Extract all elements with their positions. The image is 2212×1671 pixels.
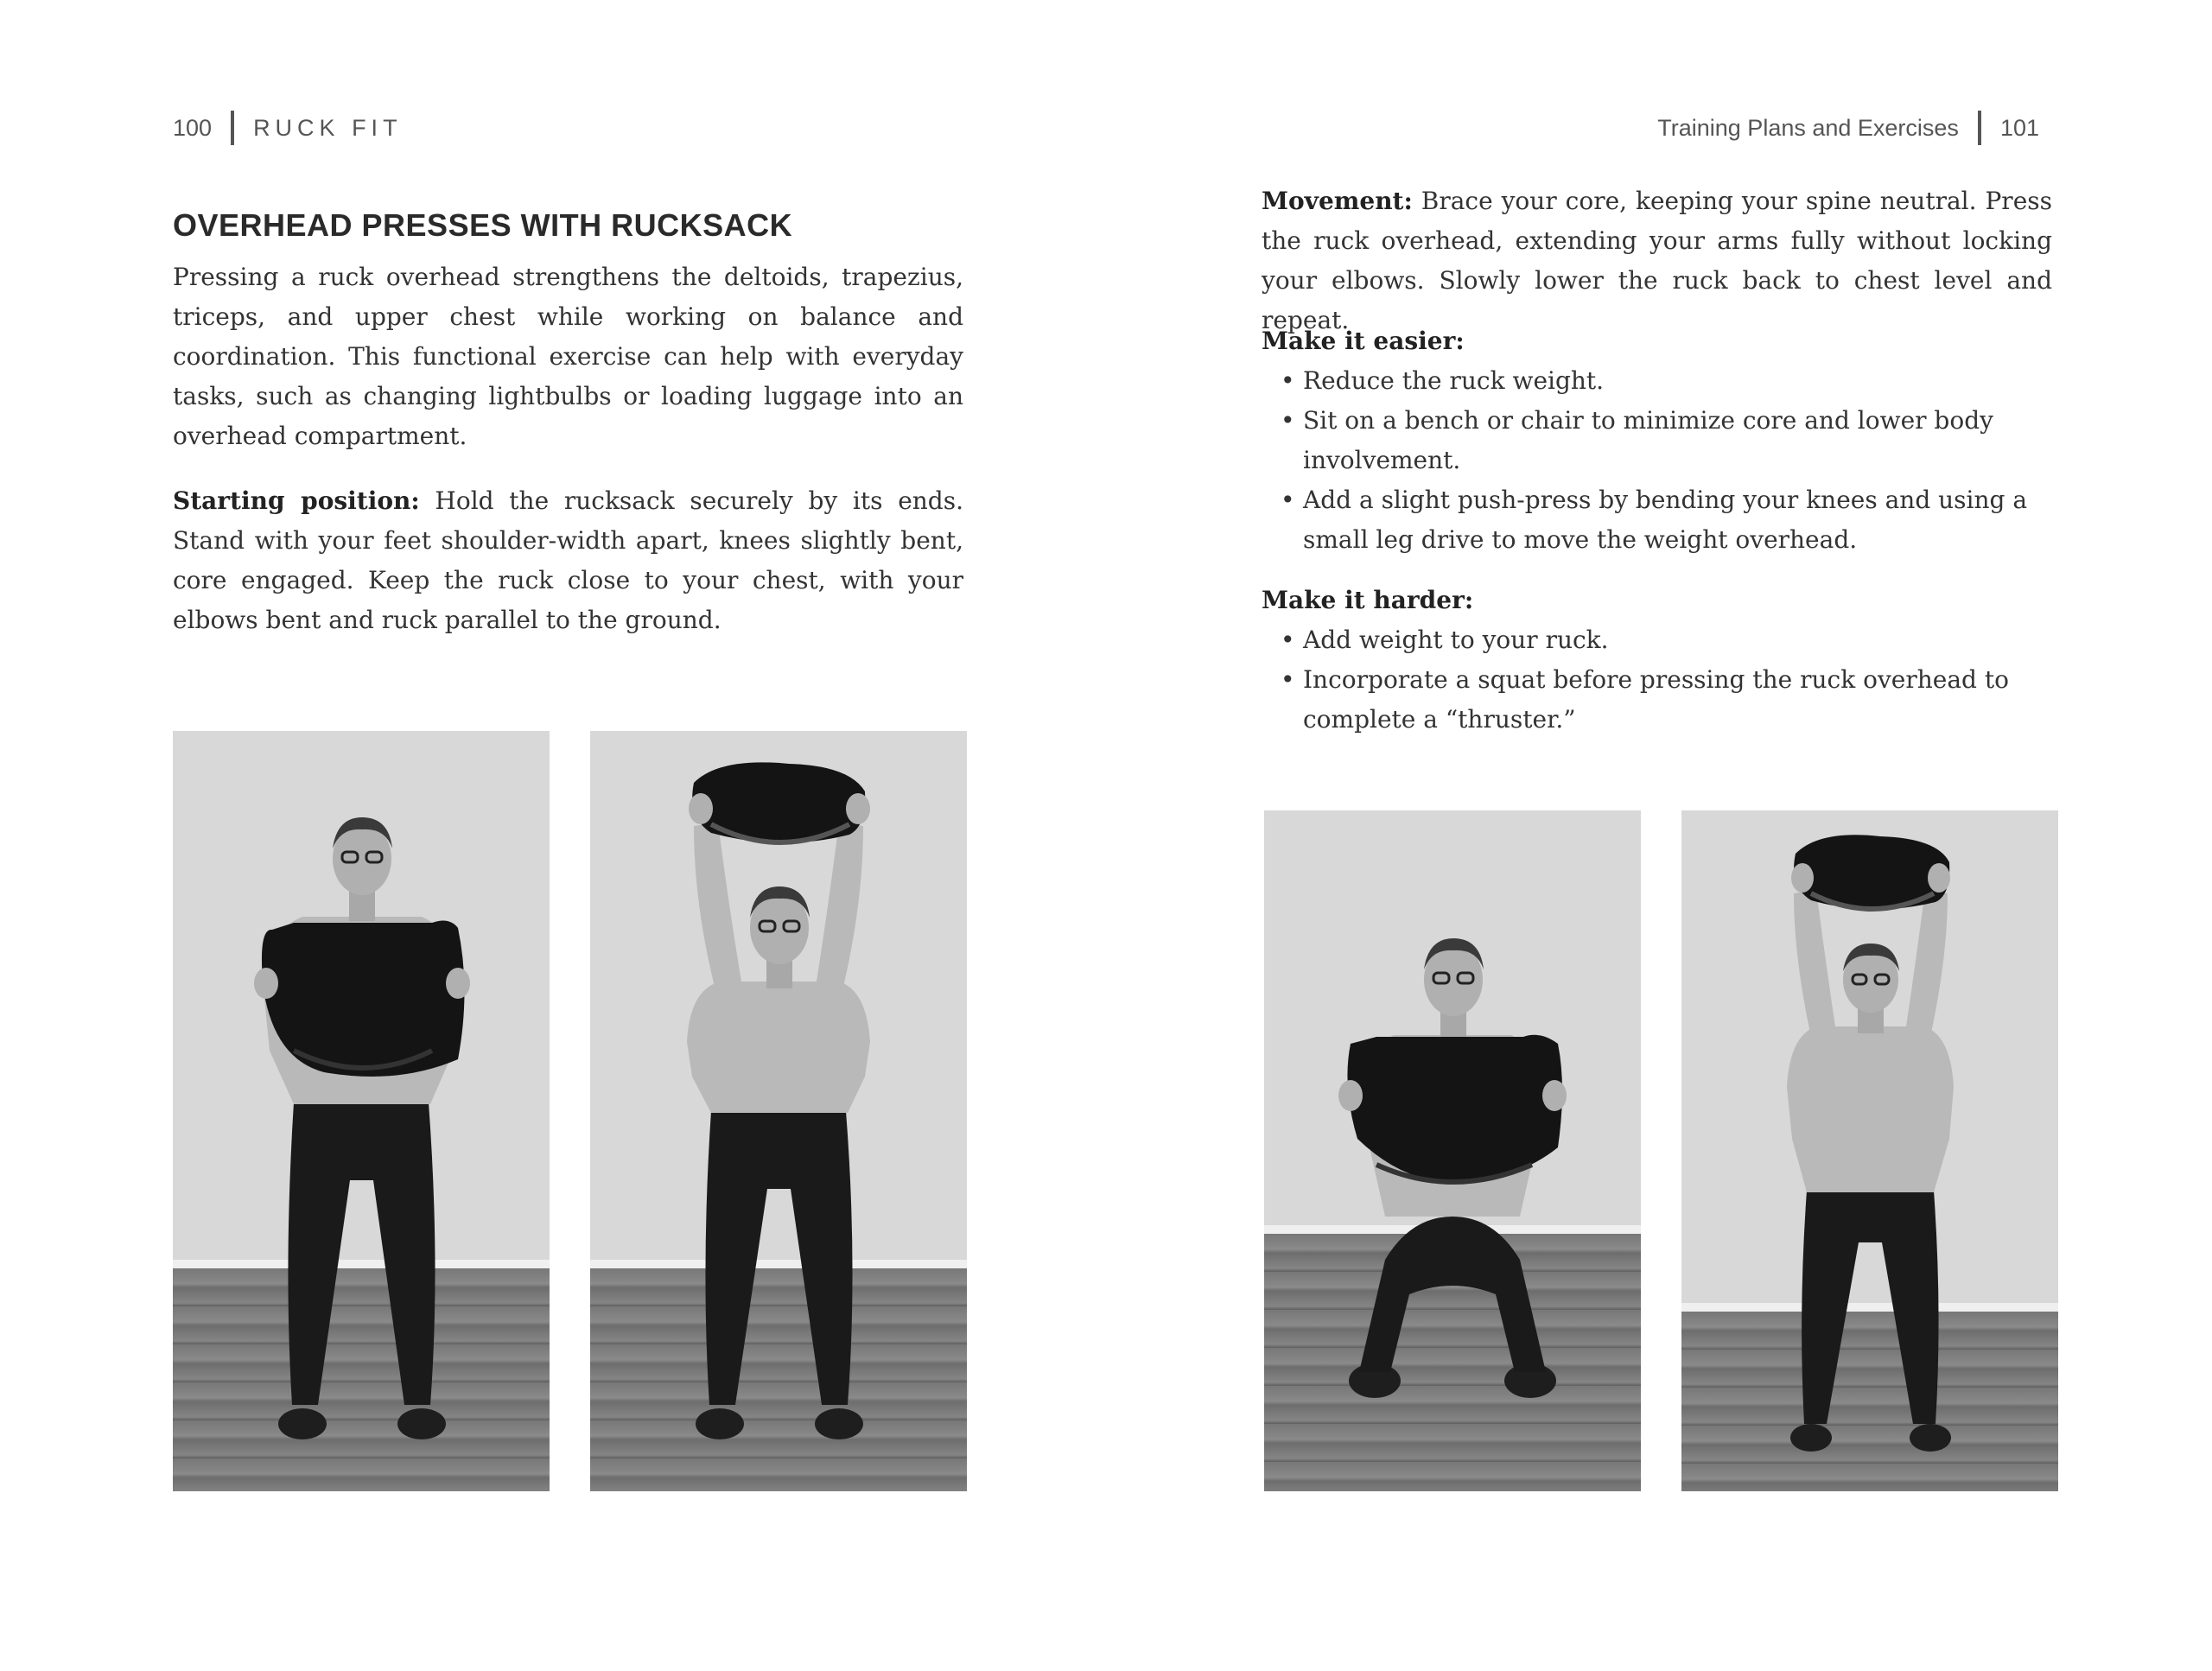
- photo-thruster-overhead: [1681, 810, 2058, 1491]
- list-item: • Add a slight push-press by bending your knees and using a small leg drive to move the weight overhead.: [1262, 480, 2052, 560]
- list-item: • Add weight to your ruck.: [1262, 620, 2052, 660]
- starting-position-text: Hold the rucksack securely by its ends. Stand with your feet shoulder-width apart, knees slightly bent, core engaged. Keep the ruck close to your chest, with your elbows bent and ruck parallel to the ground.: [173, 486, 963, 634]
- list-item: • Sit on a bench or chair to minimize core and lower body involvement.: [1262, 401, 2052, 480]
- chapter-title: Training Plans and Exercises: [1657, 114, 1959, 141]
- figure-overhead-hold: [590, 731, 967, 1491]
- make-it-harder-label: Make it harder:: [1262, 586, 1474, 614]
- list-item: • Incorporate a squat before pressing the ruck overhead to complete a “thruster.”: [1262, 660, 2052, 740]
- make-it-harder-section: [1262, 581, 2052, 740]
- starting-position-paragraph: [173, 481, 963, 640]
- make-it-easier-section: [1262, 321, 2052, 560]
- figure-squat-hold: [1264, 810, 1641, 1491]
- right-running-head: [1657, 111, 2039, 145]
- photo-start-position: [173, 731, 550, 1491]
- exercise-heading: OVERHEAD PRESSES WITH RUCKSACK: [173, 207, 793, 243]
- figure-thruster-top: [1681, 810, 2058, 1491]
- figure-chest-hold: [173, 731, 550, 1491]
- movement-label: Movement:: [1262, 187, 1413, 215]
- book-title: RUCK FIT: [253, 114, 403, 141]
- page-number: 100: [173, 114, 213, 141]
- folio-divider: [1978, 111, 1981, 145]
- make-it-easier-label: Make it easier:: [1262, 327, 1465, 355]
- page-number: 101: [1999, 114, 2039, 141]
- movement-paragraph: [1262, 181, 2052, 340]
- photo-overhead-press: [590, 731, 967, 1491]
- left-running-head: [173, 111, 403, 145]
- folio-divider: [231, 111, 234, 145]
- list-item: • Reduce the ruck weight.: [1262, 361, 2052, 401]
- movement-text: Brace your core, keeping your spine neutral. Press the ruck overhead, extending your arms fully without locking your elbows. Slowly lower the ruck back to chest level and repeat.: [1262, 187, 2052, 334]
- starting-position-label: Starting position:: [173, 486, 420, 515]
- photo-squat-position: [1264, 810, 1641, 1491]
- intro-paragraph: Pressing a ruck overhead strengthens the deltoids, trapezius, triceps, and upper chest while working on balance and coordination. This functional exercise can help with everyday tasks, such as changing lightbulbs or loading luggage into an overhead compartment.: [173, 263, 963, 450]
- harder-list: [1262, 620, 2052, 740]
- easier-list: [1262, 361, 2052, 560]
